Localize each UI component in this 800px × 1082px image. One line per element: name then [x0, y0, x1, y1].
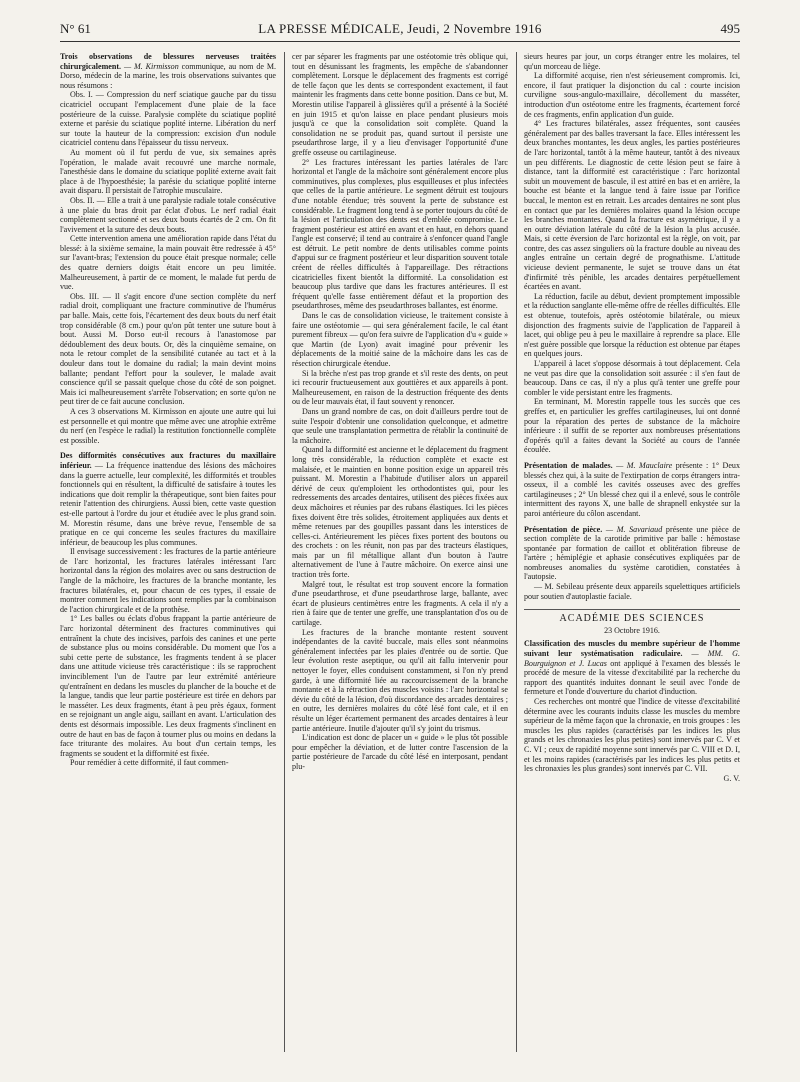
journal-title: LA PRESSE MÉDICALE, Jeudi, 2 Novembre 1916: [258, 21, 542, 36]
paragraph: communique, au nom de M. Dorso, médecin de la marine, les trois observations suivantes que nous résumons :: [60, 61, 276, 90]
column-right: [524, 52, 740, 1062]
paragraph: Dans le cas de consolidation vicieuse, le traitement consiste à faire une ostéotomie — qui sera généralement facile, le cal étant purement fibreux — qu'on fera suivre de l'application d'u « guide » que Martin (de Lyon) avait imaginé pour prévenir les déplacements de la moitié saine de la mâchoire dans les cas de résection chirurgicale étendue.: [292, 311, 508, 368]
paragraph: Quand la difformité est ancienne et le déplacement du fragment long très considérable, la réduction complète et exacte est malaisée, et le maintien en bonne position exige un appareil très puissant. M. Morestin a l'habitude d'utiliser alors un appareil dérivé de ceux qu'emploient les orthodontistes qui, pour les redressements des arcades dentaires, utilisent des pièces fixées aux deux mâchoires et réunies par des rubans élastiques. Ici les pièces fixes doivent être très solides, étroitement appliquées aux dents et même retenues par des goupilles passant dans les interstices de celles-ci. Antérieurement les pièces fixes portent des boutons ou des crochets : on les réunit, non pas par des tracteurs élastiques, mais par un fil métallique allant d'un bouton à l'autre alternativement de l'une à l'autre mâchoire. On exerce ainsi une traction très forte.: [292, 445, 508, 580]
section-specimen-presentation: [524, 525, 740, 583]
paragraph: 2° Les fractures intéressant les parties latérales de l'arc horizontal et l'angle de la mâchoire sont généralement encore plus comminutives, plus complexes, plus esquilleuses et plus infectées que celles de la partie antérieure. Le segment détruit est toujours d'une notable étendue; très souvent la perte de substance est considérable. Le fragment long tend à se porter toujours du côté de la lésion et l'articulation des dents est d'emblée compromise. Le fragment postérieur est attiré en avant et en haut, en dehors quand l'angle est conservé; il tend au contraire à s'enfoncer quand l'angle est détruit. Le petit nombre de dents utilisables comme points d'appui sur ce fragment postérieur et leur disparition souvent totale créent de réelles difficultés à l'appareillage. Des rétractions cicatricielles fixent bientôt la difformité. La consolidation est beaucoup plus tardive que dans les fractures antérieures. Il est fréquent qu'elle fasse entièrement défaut et la proportion des pseudarthroses, même des pseudarthroses ballantes, est énorme.: [292, 157, 508, 311]
paragraph: A ces 3 observations M. Kirmisson en ajoute une autre qui lui est personnelle et qui montre que même avec une atrophie extrême du nerf (en l'espèce le radial) la restitution fonctionnelle complète est possible.: [60, 406, 276, 445]
paragraph: ont appliqué à l'examen des blessés le procédé de mesure de la vitesse d'excitabilité par la recherche du rapport des quantités induites donnant le seuil avec l'onde de fermeture et l'onde d'ouverture du chariot d'induction.: [524, 658, 740, 697]
paragraph: Dans un grand nombre de cas, on doit d'ailleurs perdre tout de suite l'espoir d'obtenir une consolidation quelconque, et admettre que seule une transplantation permettra de rétablir la continuité de la mâchoire.: [292, 406, 508, 445]
paragraph: Ces recherches ont montré que l'indice de vitesse d'excitabilité détermine avec les courants induits classe les muscles du membre supérieur de la même façon que la chronaxie, en trois groupes : les muscles les plus rapides (caractérisés par les indices les plus grands et les chronaxies les plus petites) sont innervés par C. V et C. VI ; ceux de rapidité moyenne sont innervés par C. VIII et D. I, et les moins rapides (caractérisés par les indices les plus petits et les chronaxies les plus grandes) sont innervés par C. VII.: [524, 697, 740, 774]
section-patient-presentation: [524, 461, 740, 519]
issue-number: N° 61: [60, 21, 91, 36]
paragraph: sieurs heures par jour, un corps étranger entre les molaires, tel qu'un morceau de liège.: [524, 52, 740, 71]
section-title: Trois observations de blessures nerveuses traitées chirurgicalement.: [60, 52, 276, 71]
signature-initials: G. V.: [723, 773, 740, 783]
author: — M. Mauclaire: [616, 460, 673, 470]
column-left: [60, 52, 276, 1062]
paragraph: Au moment où il fut perdu de vue, six semaines après l'opération, le malade avait recouvré une marche normale, l'anesthésie dans le domaine du sciatique poplité externe avait fait place à de l'hypoesthésie; la parésie du sciatique poplité interne avait disparu. Il persistait de l'atrophie musculaire.: [60, 147, 276, 196]
academy-heading: ACADÉMIE DES SCIENCES: [524, 609, 740, 624]
author: — MM. G. Bourguignon et J. Lucas: [524, 649, 740, 668]
paragraph: Obs. III. — Il s'agit encore d'une section complète du nerf radial droit, compliquant une fracture comminutive de l'humérus par balle. Mais, cette fois, l'écartement des deux bouts du nerf était trop considérable (8 cm.) pour qu'on pût tenter une suture bout à bout. Aussi M. Dorso eut-il recours à l'anastomose par dédoublement des deux bouts. Or, dès la cinquième semaine, on nota le retour complet de la sensibilité cutanée au tact et à la douleur dans tout le domaine du radial; la main devint moins ballante; pendant l'effort pour la soulever, le malade avait conscience qu'il se passait quelque chose du côté de son poignet. Mais ici malheureusement s'arrête l'observation; en sorte qu'on ne peut tirer de ce fait aucune conclusion.: [60, 291, 276, 407]
paragraph: présente : 1° Deux blessés chez qui, à la suite de l'extirpation de corps étrangers intra-osseux, il a comblé les cavités osseuses avec des greffes cartilagineuses ; 2° Un blessé chez qui il a enlevé, sous le contrôle intermittent des rayons X, une balle de shrapnell enkystée sur la paroi antérieure du côlon ascendant.: [524, 460, 740, 518]
paragraph: 1° Les balles ou éclats d'obus frappant la partie antérieure de l'arc horizontal déterminent des fractures comminutives qui entraînent la chute des incisives, parfois des canines et une perte de substance plus ou moins considérable. Du moment que l'os a subi cette perte de substance, les fragments tendent à se placer dans une attitude vicieuse très caractéristique : ils se rapprochent invinciblement l'un de l'autre par leur extrémité antérieure qu'entraînent en dedans les muscles du plancher de la bouche et de la langue, tandis que leur partie postérieure est tirée en dehors par le masséter. Les deux fragments, étant à peu près égaux, forment en se rejoignant un angle aigu, saillant en avant. L'articulation des dents est désormais impossible. Les deux fragments s'inclinent en outre de haut en bas de façon à tourner plus ou moins en dedans la face triturante des molaires. Au bout d'un certain temps, les fragments se soudent et la difformité est fixée.: [60, 614, 276, 758]
section-muscle-classification: [524, 639, 740, 697]
paragraph: Il envisage successivement : les fractures de la partie antérieure de l'arc horizontal, les fractures latérales intéressant l'arc horizontal dans la région des molaires avec ou sans destruction de l'angle de la mâchoire, les fractures de la branche montante, les fractures bilatérales, et, pour chacun de ces types, il essaie de montrer comment les indications sont remplies par la combinaison de l'action chirurgicale et de la prothèse.: [60, 547, 276, 614]
paragraph: En terminant, M. Morestin rappelle tous les succès que ces greffes et, en particulier les greffes cartilagineuses, lui ont donné pour la réparation des pertes de substance de la mâchoire inférieure : il suffit de se reporter aux nombreuses présentations d'opérés qu'il a faites devant la Société au cours de l'année écoulée.: [524, 397, 740, 455]
section-title: Présentation de malades.: [524, 460, 613, 470]
paragraph: Cette intervention amena une amélioration rapide dans l'état du blessé: à la sixième semaine, la main pouvait être redressée à 45° sur l'avant-bras; l'extension du pouce était presque normale; celle des quatre derniers doigts était encore un peu limitée. Malheureusement, à partir de ce moment, le malade fut perdu de vue.: [60, 234, 276, 292]
column-divider: [284, 52, 285, 1052]
paragraph: Obs. I. — Compression du nerf sciatique gauche par du tissu cicatriciel occupant l'emplacement d'une plaie de la face postérieure de la cuisse. Paralysie complète du sciatique poplité externe et parésie du sciatique poplité interne. Libération du nerf sur toute la hauteur de la compression: excision d'un nodule cicatriciel contenu dans l'épaisseur du tissu nerveux.: [60, 90, 276, 148]
paragraph: cer par séparer les fragments par une ostéotomie très oblique qui, tout en désunissant les fragments, les empêche de s'abandonner complètement. Lorsque le déplacement des fragments est corrigé de telle façon que les dents se correspondent exactement, il faut maintenir les fragments dans cette bonne position. Dans ce but, M. Morestin utilise l'appareil à glissières qu'il a présenté à la Société en juin 1915 et qu'on laisse en place pendant plusieurs mois jusqu'à ce que la consolidation soit complète. Quand la consolidation ne se produit pas, quand surtout il persiste une pseudarthrose large, il y a lieu d'envisager l'opportunité d'une greffe osseuse ou cartilagineuse.: [292, 52, 508, 157]
paragraph: La réduction, facile au début, devient promptement impossible et la réduction sanglante elle-même offre de réelles difficultés. Elle est obtenue, toutefois, après ostéotomie bilatérale, ou mieux disjonction des fragments suivie de l'application de l'appareil à lacet, qui oblige peu à peu le maxillaire à reprendre sa place. Elle n'est guère possible que lorsque la réduction est obtenue par étapes en quelques jours.: [524, 291, 740, 359]
paragraph: La difformité acquise, rien n'est sérieusement compromis. Ici, encore, il faut pratiquer la disjonction du cal : courte incision curviligne sous-angulo-maxillaire, décollement du masséter, introduction d'un ostéotome entre les fragments, écartement forcé de ces fragments, enfin application d'un guide.: [524, 71, 740, 119]
paragraph: 4° Les fractures bilatérales, assez fréquentes, sont causées généralement par des balles traversant la face. Elles intéressent les deux branches montantes, les deux angles, les parties postérieures de l'arc horizontal, tantôt à la même hauteur, tantôt à des niveaux un peu différents. Le diagnostic de cette lésion peut se faire à distance, tant la difformité est caractéristique : l'arc horizontal subit un mouvement de bascule, il est attiré en bas et en arrière, la bouche est béante et la langue tend à faire issue par l'orifice buccal, le menton est en retrait. Les arcades dentaires ne sont plus en contact que par les dernières molaires quand la lésion occupe les branches montantes. Quand la fracture est asymétrique, il y a en outre déviation latérale du côté de la lésion la plus accusée. Mais, si cette éversion de l'arc horizontal est la règle, on voit, par contre, des cas assez singuliers où la fracture double au niveau des angles entraîne un certain degré de prognathisme. L'attitude vicieuse devient permanente, le sujet se trouve dans un état d'infirmité très pénible, les arcades dentaires perpétuellement écartées en avant.: [524, 119, 740, 292]
paragraph: Pour remédier à cette difformité, il faut commen-: [70, 758, 229, 768]
author: — M. Kirmisson: [123, 61, 179, 71]
section-title: Des difformités consécutives aux fractures du maxillaire inférieur.: [60, 451, 276, 470]
column-divider: [516, 52, 517, 1052]
section-title: Présentation de pièce.: [524, 524, 603, 534]
paragraph: Les fractures de la branche montante restent souvent indépendantes de la cavité buccale, mais elles sont néanmoins généralement infectées par les plaies d'entrée ou de sortie. Que leur évolution reste aseptique, ou qu'il ait fallu intervenir pour nettoyer le foyer, elles conduisent constamment, si l'on n'y prend garde, à une difformité liée au raccourcissement de la branche montante et à la rétraction des muscles voisins : l'arc horizontal se dévie du côté de la lésion, d'où discordance des arcades dentaires ; en outre, les dernières molaires du côté lésé font cale, et il en résulte un léger écartement permanent des arcades dentaires à leur partie antérieure. Inutile d'ajouter qu'il s'y joint du trismus.: [292, 627, 508, 733]
paragraph: L'appareil à lacet s'oppose désormais à tout déplacement. Cela ne veut pas dire que la consolidation soit assurée : il s'en faut de beaucoup. Dans ce cas, il n'y a plus qu'à tenter une greffe pour combler le vide persistant entre les fragments.: [524, 359, 740, 397]
author: — M. Savariaud: [605, 524, 663, 534]
section-jaw-deformities-intro: [60, 451, 276, 547]
section-title: Classification des muscles du membre supérieur de l'homme suivant leur systématisation radiculaire.: [524, 639, 740, 659]
academy-date: 23 Octobre 1916.: [604, 625, 660, 635]
paragraph: présente une pièce de section complète de la carotide primitive par balle : hémostase spontanée par formation de caillot et oblitération fibreuse de l'artère ; hémiplégie et aphasie consécutives expliquées par de nombreuses anomalies du système carotidien, constatées à l'autopsie.: [524, 524, 740, 582]
paragraph: Si la brèche n'est pas trop grande et s'il reste des dents, on peut ici recourir fructueusement aux gouttières et aux appareils à pont. Malheureusement, en raison de la destruction fréquente des dents ou de leur mauvais état, il faut souvent y renoncer.: [292, 368, 508, 407]
paragraph: — M. Sebileau présente deux appareils squelettiques artificiels pour soutien d'autoplastie faciale.: [524, 582, 740, 601]
paragraph: — La fréquence inattendue des lésions des mâchoires dans la guerre actuelle, leur complexité, les difformités et troubles fonctionnels qui en résultent, la difficulté de satisfaire à toutes les indications que doit remplir la thérapeutique, sont bien faites pour retenir l'attention des chirurgiens. Aussi bien, cette vaste question est-elle partout à l'ordre du jour et étudiée avec le plus grand soin. M. Morestin résume, dans une brève revue, l'ensemble de sa pratique en ce qui concerne les seules fractures du maxillaire inférieur, de beaucoup les plus communes.: [60, 460, 276, 547]
page-number: 495: [720, 21, 740, 36]
paragraph: Malgré tout, le résultat est trop souvent encore la formation d'une pseudarthrose, et d'une pseudarthrose large, ballante, avec écart de plusieurs centimètres entre les fragments. A cela il n'y a rien à faire que de tenter une greffe, une transplantation d'os ou de cartilage.: [292, 579, 508, 628]
page-header: [60, 20, 740, 42]
paragraph: Obs. II. — Elle a trait à une paralysie radiale totale consécutive à une plaie du bras droit par éclat d'obus. Le nerf radial était complètement sectionné et ses deux bouts écartés de 2 cm. On fit l'avivement et la suture des deux bouts.: [60, 195, 276, 234]
paragraph: L'indication est donc de placer un « guide » le plus tôt possible pour empêcher la déviation, et de lutter contre l'ascension de la partie postérieure de l'arcade du côté lésé en interposant, pendant plu-: [292, 733, 508, 771]
column-middle: [292, 52, 508, 1062]
section-nerve-injuries-intro: [60, 52, 276, 90]
